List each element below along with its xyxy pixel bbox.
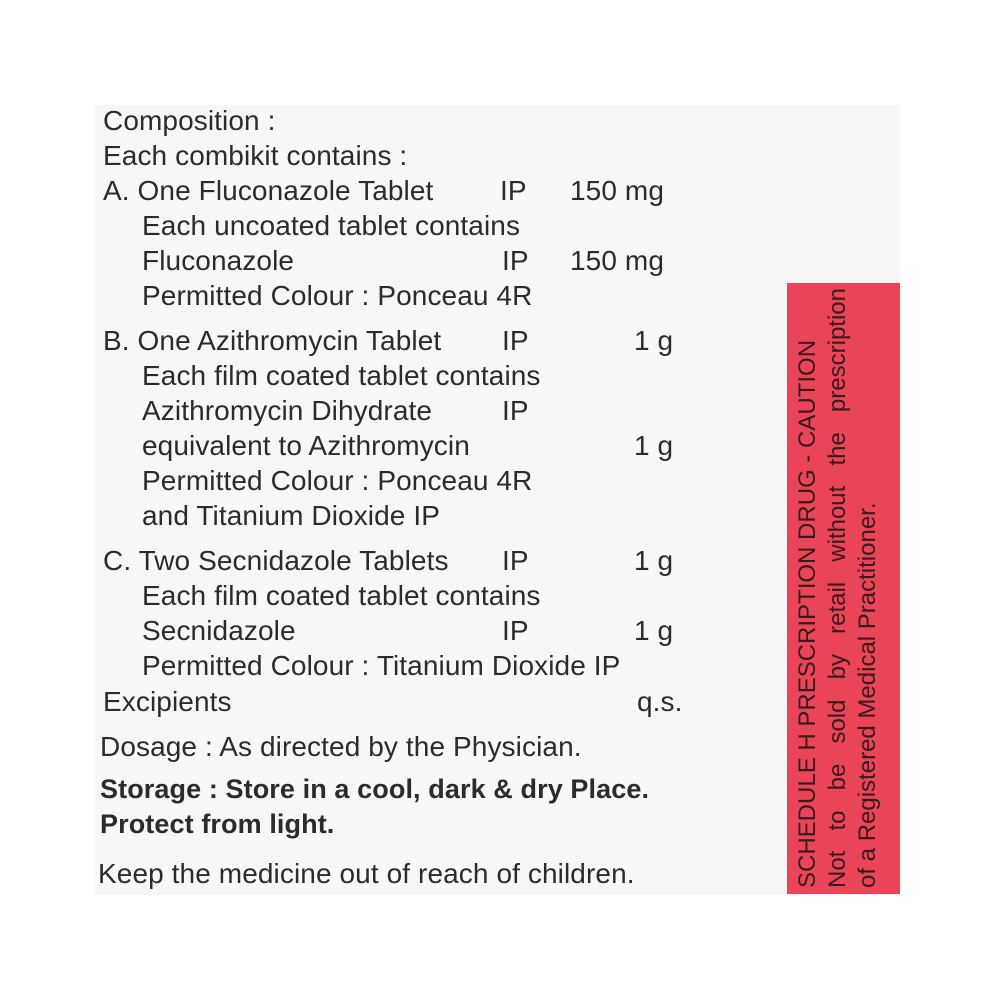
caution-text [793,288,883,888]
item-c-heading-amount: 1 g [634,545,674,576]
item-a-desc: Each uncoated tablet contains [142,210,521,241]
excipients-label: Excipients [103,686,232,717]
keep-away-text: Keep the medicine out of reach of children. [98,858,635,889]
item-a-colour: Permitted Colour : Ponceau 4R [142,280,533,311]
item-c-colour: Permitted Colour : Titanium Dioxide IP [142,650,621,681]
item-c-heading: C. Two Secnidazole Tablets [103,545,449,576]
item-a-ingredient-amount: 150 mg [570,245,664,276]
storage-line-2: Protect from light. [100,809,335,839]
item-a-heading: A. One Fluconazole Tablet [103,175,434,206]
item-c-ingredient: Secnidazole [142,615,296,646]
item-b-heading-amount: 1 g [634,325,674,356]
dosage-text: Dosage : As directed by the Physician. [100,731,582,762]
item-a-heading-amount: 150 mg [570,175,664,206]
item-b-equivalent-amount: 1 g [634,430,674,461]
item-a-ingredient-std: IP [502,245,529,276]
caution-line-3: of a Registered Medical Practitioner. [854,502,881,888]
composition-title: Composition : [103,105,276,136]
item-a-heading-std: IP [500,175,527,206]
item-c-ingredient-amount: 1 g [634,615,674,646]
item-b-colour-2: and Titanium Dioxide IP [142,500,441,531]
item-b-ingredient: Azithromycin Dihydrate [142,395,433,426]
item-c-desc: Each film coated tablet contains [142,580,541,611]
item-a-ingredient: Fluconazole [142,245,295,276]
schedule-h-caution-box [787,283,900,894]
caution-line-2: Not to be sold by retail without the prescription [824,288,851,888]
item-b-ingredient-std: IP [502,395,529,426]
storage-line-1: Storage : Store in a cool, dark & dry Place. [100,774,650,804]
item-b-desc: Each film coated tablet contains [142,360,541,391]
item-b-colour-1: Permitted Colour : Ponceau 4R [142,465,533,496]
excipients-amount: q.s. [637,686,683,717]
caution-line-1: SCHEDULE H PRESCRIPTION DRUG - CAUTION [794,339,821,888]
item-b-heading-std: IP [502,325,529,356]
item-b-equivalent: equivalent to Azithromycin [142,430,470,461]
item-c-ingredient-std: IP [502,615,529,646]
item-c-heading-std: IP [502,545,529,576]
composition-intro: Each combikit contains : [103,140,408,171]
item-b-heading: B. One Azithromycin Tablet [103,325,442,356]
